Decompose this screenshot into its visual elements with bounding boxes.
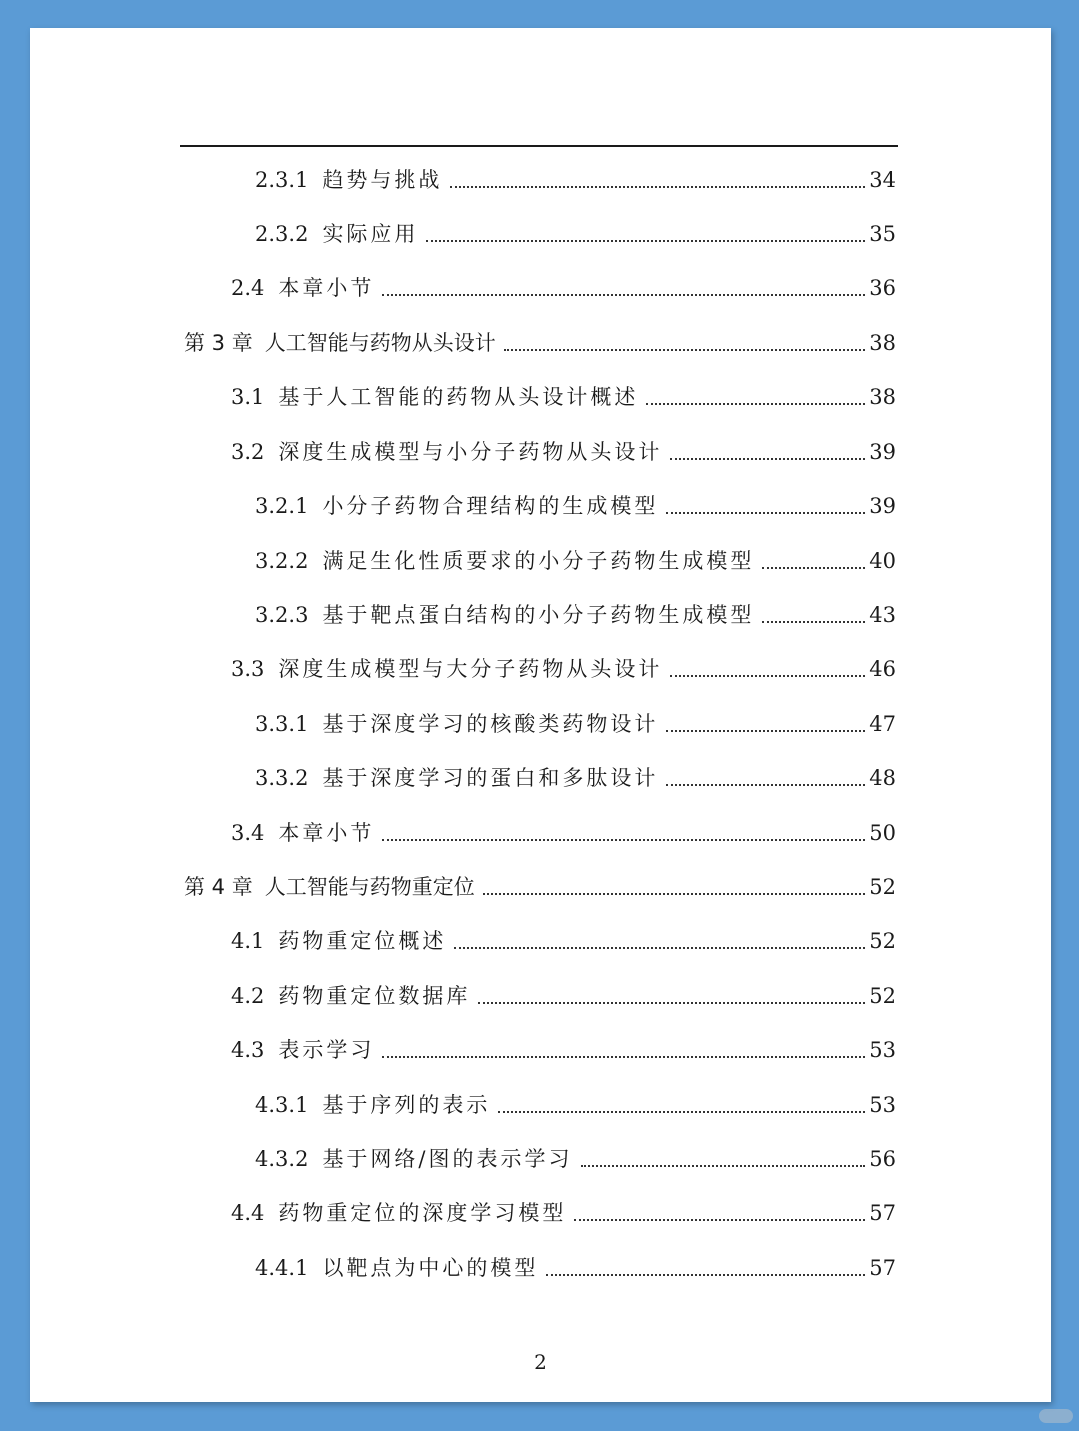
toc-leader-dots xyxy=(426,240,865,242)
toc-number: 4.4.1 xyxy=(255,1256,309,1280)
table-of-contents xyxy=(30,28,1051,1402)
toc-entry[interactable] xyxy=(255,218,896,250)
toc-title: 以靶点为中心的模型 xyxy=(322,1256,539,1280)
toc-page: 40 xyxy=(869,549,896,573)
toc-page: 35 xyxy=(869,222,896,246)
toc-entry[interactable] xyxy=(231,653,896,685)
toc-number: 4.1 xyxy=(231,929,265,953)
toc-page: 52 xyxy=(869,984,896,1008)
document-page xyxy=(30,28,1051,1402)
toc-leader-dots xyxy=(450,186,865,188)
toc-leader-dots xyxy=(504,349,866,351)
watermark-badge xyxy=(1039,1409,1073,1423)
toc-page: 53 xyxy=(869,1093,896,1117)
toc-page: 43 xyxy=(869,603,896,627)
toc-leader-dots xyxy=(382,294,865,296)
toc-leader-dots xyxy=(581,1165,866,1167)
toc-leader-dots xyxy=(762,567,865,569)
toc-page: 39 xyxy=(869,494,896,518)
toc-page: 56 xyxy=(869,1147,896,1171)
page-number: 2 xyxy=(534,1350,547,1374)
toc-number: 4.3.2 xyxy=(255,1147,309,1171)
toc-page: 39 xyxy=(869,440,896,464)
toc-title: 基于网络/图的表示学习 xyxy=(322,1147,573,1171)
toc-title: 实际应用 xyxy=(322,222,419,246)
toc-title: 深度生成模型与大分子药物从头设计 xyxy=(278,657,663,681)
toc-entry[interactable] xyxy=(231,381,896,413)
toc-title: 基于深度学习的核酸类药物设计 xyxy=(322,712,659,736)
toc-entry[interactable] xyxy=(255,599,896,631)
toc-title: 小分子药物合理结构的生成模型 xyxy=(322,494,659,518)
toc-entry[interactable] xyxy=(231,1034,896,1066)
toc-page: 36 xyxy=(869,276,896,300)
toc-entry[interactable] xyxy=(255,1252,896,1284)
toc-entry[interactable] xyxy=(255,762,896,794)
toc-leader-dots xyxy=(646,403,865,405)
toc-page: 46 xyxy=(869,657,896,681)
toc-title: 药物重定位数据库 xyxy=(278,984,471,1008)
toc-page: 48 xyxy=(869,766,896,790)
toc-page: 53 xyxy=(869,1038,896,1062)
toc-number: 3.2 xyxy=(231,440,265,464)
toc-leader-dots xyxy=(382,1056,865,1058)
toc-number: 3.2.1 xyxy=(255,494,309,518)
toc-number: 第 3 章 xyxy=(184,331,253,355)
toc-leader-dots xyxy=(666,512,865,514)
toc-number: 4.3.1 xyxy=(255,1093,309,1117)
toc-entry[interactable] xyxy=(231,925,896,957)
toc-title: 基于深度学习的蛋白和多肽设计 xyxy=(322,766,659,790)
toc-number: 第 4 章 xyxy=(184,875,253,899)
toc-leader-dots xyxy=(670,458,865,460)
toc-leader-dots xyxy=(483,893,866,895)
toc-entry[interactable] xyxy=(231,272,896,304)
toc-entry[interactable] xyxy=(255,490,896,522)
toc-title: 药物重定位概述 xyxy=(278,929,447,953)
toc-title: 人工智能与药物从头设计 xyxy=(264,331,496,355)
toc-number: 4.3 xyxy=(231,1038,265,1062)
toc-number: 3.3.2 xyxy=(255,766,309,790)
toc-page: 57 xyxy=(869,1256,896,1280)
toc-entry[interactable] xyxy=(255,545,896,577)
toc-number: 3.3.1 xyxy=(255,712,309,736)
toc-number: 3.1 xyxy=(231,385,265,409)
toc-title: 深度生成模型与小分子药物从头设计 xyxy=(278,440,663,464)
toc-entry[interactable] xyxy=(231,980,896,1012)
toc-page: 34 xyxy=(869,168,896,192)
toc-number: 4.4 xyxy=(231,1201,265,1225)
toc-entry[interactable] xyxy=(231,817,896,849)
toc-page: 38 xyxy=(869,385,896,409)
toc-number: 3.4 xyxy=(231,821,265,845)
toc-leader-dots xyxy=(546,1274,865,1276)
toc-leader-dots xyxy=(478,1002,865,1004)
toc-leader-dots xyxy=(666,730,865,732)
toc-entry[interactable] xyxy=(255,1143,896,1175)
toc-title: 本章小节 xyxy=(278,276,375,300)
toc-page: 38 xyxy=(869,331,896,355)
toc-page: 47 xyxy=(869,712,896,736)
toc-chapter-entry[interactable] xyxy=(184,327,896,359)
toc-number: 3.2.3 xyxy=(255,603,309,627)
toc-page: 50 xyxy=(869,821,896,845)
toc-page: 52 xyxy=(869,875,896,899)
toc-title: 表示学习 xyxy=(278,1038,375,1062)
toc-leader-dots xyxy=(762,621,865,623)
toc-title: 基于人工智能的药物从头设计概述 xyxy=(278,385,639,409)
toc-title: 药物重定位的深度学习模型 xyxy=(278,1201,567,1225)
toc-number: 3.3 xyxy=(231,657,265,681)
toc-number: 2.3.2 xyxy=(255,222,309,246)
toc-title: 人工智能与药物重定位 xyxy=(264,875,475,899)
toc-entry[interactable] xyxy=(255,164,896,196)
toc-title: 基于序列的表示 xyxy=(322,1093,491,1117)
toc-title: 本章小节 xyxy=(278,821,375,845)
toc-number: 3.2.2 xyxy=(255,549,309,573)
toc-entry[interactable] xyxy=(231,1197,896,1229)
toc-leader-dots xyxy=(498,1111,865,1113)
toc-entry[interactable] xyxy=(255,1089,896,1121)
toc-number: 2.3.1 xyxy=(255,168,309,192)
toc-number: 4.2 xyxy=(231,984,265,1008)
toc-number: 2.4 xyxy=(231,276,265,300)
toc-page: 52 xyxy=(869,929,896,953)
toc-title: 趋势与挑战 xyxy=(322,168,443,192)
toc-leader-dots xyxy=(382,839,865,841)
toc-leader-dots xyxy=(574,1219,865,1221)
toc-leader-dots xyxy=(666,784,865,786)
toc-title: 基于靶点蛋白结构的小分子药物生成模型 xyxy=(322,603,755,627)
toc-chapter-entry[interactable] xyxy=(184,871,896,903)
toc-entry[interactable] xyxy=(255,708,896,740)
toc-entry[interactable] xyxy=(231,436,896,468)
toc-title: 满足生化性质要求的小分子药物生成模型 xyxy=(322,549,755,573)
toc-leader-dots xyxy=(670,675,865,677)
toc-leader-dots xyxy=(454,947,865,949)
toc-page: 57 xyxy=(869,1201,896,1225)
